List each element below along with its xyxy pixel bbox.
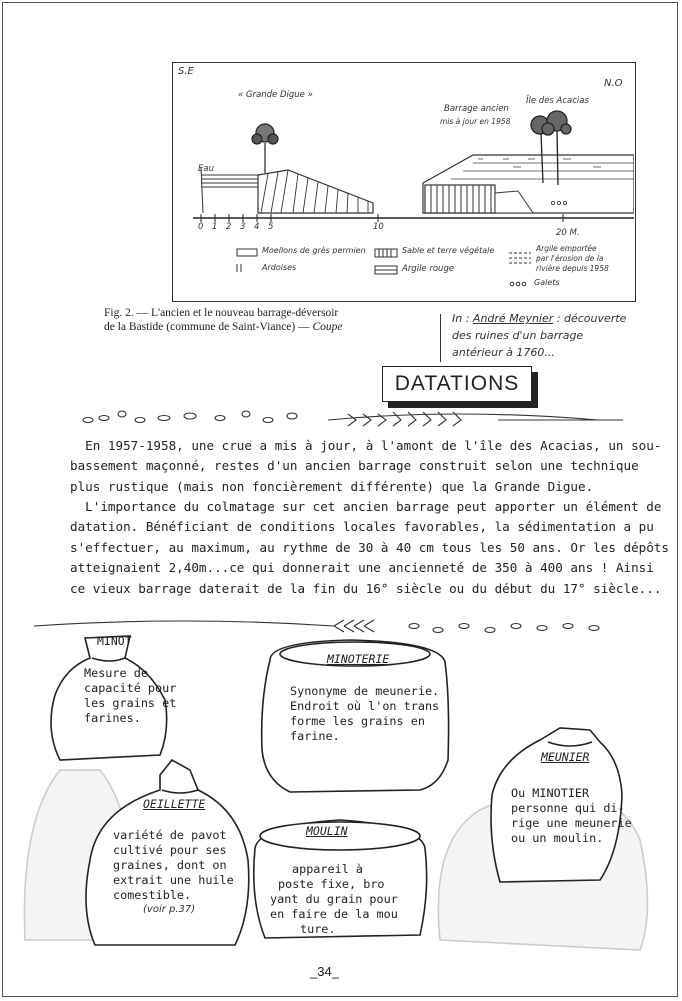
credit-rule	[440, 314, 441, 362]
bag-oeillette-text	[113, 828, 234, 903]
bag-moulin-text	[270, 862, 398, 937]
bag-line: Endroit où l'on trans	[290, 699, 440, 713]
bag-line: Mesure de	[84, 666, 148, 680]
section-title: DATATIONS	[382, 366, 532, 402]
bag-line: farines.	[84, 711, 141, 725]
paragraph-1	[70, 436, 661, 497]
bag-minot-text	[84, 666, 176, 726]
legend-moellons: Moellons de grès permien	[262, 246, 366, 255]
paragraph-2	[70, 497, 669, 599]
bag-line: yant du grain pour	[270, 892, 398, 906]
figure-caption-line1: Fig. 2. — L'ancien et le nouveau barrage-déversoir	[104, 307, 339, 319]
paragraph-line: datation. Bénéficiant de conditions locales favorables, la sédimentation a pu	[70, 519, 654, 535]
credit-line2: des ruines d'un barrage	[452, 329, 584, 342]
bag-meunier-title: MEUNIER	[541, 750, 590, 764]
label-eau: Eau	[198, 164, 214, 174]
label-no: N.O	[604, 78, 623, 89]
bag-oeillette-note: (voir p.37)	[143, 904, 196, 915]
credit-line3: antérieur à 1760...	[452, 346, 555, 359]
bag-line: appareil à	[292, 862, 364, 876]
bag-line: forme les grains en	[290, 714, 425, 728]
bag-line: Synonyme de meunerie.	[290, 684, 440, 698]
figure-caption-line2: de la Bastide (commune de Saint-Viance) — Coupe	[104, 321, 343, 333]
scale-tick: 3	[240, 222, 246, 232]
scale-tick: 4	[254, 222, 260, 232]
scale-tick: 0	[198, 222, 204, 232]
paragraph-line: L'importance du colmatage sur cet ancien barrage peut apporter un élément de	[70, 499, 662, 514]
legend-sable: Sable et terre végétale	[402, 246, 495, 255]
bag-line: ou un moulin.	[511, 831, 604, 845]
label-ile-acacias: Île des Acacias	[526, 96, 589, 106]
paragraph-line: En 1957-1958, une crue a mis à jour, à l'amont de l'île des Acacias, un sou-	[70, 438, 662, 453]
credit-line1: In : André Meynier : découverte	[452, 312, 627, 325]
legend-argile-emportee: Argile emportée	[536, 244, 597, 253]
legend-galets: Galets	[534, 278, 560, 287]
tree-digue	[252, 124, 278, 173]
bag-line: extrait une huile	[113, 873, 234, 887]
bag-line: farine.	[290, 729, 340, 743]
bag-meunier-text	[511, 786, 632, 846]
bag-line: les grains et	[84, 696, 177, 710]
scale-tick: 20 M.	[556, 228, 580, 238]
bag-line: poste fixe, bro	[278, 877, 385, 891]
scale-tick: 5	[268, 222, 274, 232]
bag-minot-title: MINOT	[97, 634, 132, 648]
bag-line: graines, dont on	[113, 858, 227, 872]
bag-line: personne qui di-	[511, 801, 625, 815]
bag-line: en faire de la mou	[270, 907, 398, 921]
paragraph-line: plus rustique (mais non foncièrement différente) que la Grande Digue.	[70, 478, 594, 494]
legend-argile-emportee: rivière depuis 1958	[536, 264, 609, 273]
paragraph-line: ce vieux barrage daterait de la fin du 16° siècle ou du début du 17° siècle...	[70, 580, 662, 596]
bag-moulin-title: MOULIN	[306, 824, 348, 838]
bag-line: variété de pavot	[113, 828, 227, 842]
paragraph-line: atteignaient 2,40m...ce qui donnerait une ancienneté de 350 à 400 ans ! Ainsi	[70, 560, 654, 576]
bag-oeillette-title: OEILLETTE	[143, 797, 206, 811]
bag-minoterie-text	[290, 684, 439, 744]
wheat-ornament-top	[78, 404, 638, 434]
bag-line: comestible.	[113, 888, 192, 902]
bag-line: capacité pour	[84, 681, 177, 695]
label-mis-a-jour: mis à jour en 1958	[440, 117, 511, 126]
grande-digue-shape	[258, 170, 373, 213]
bag-line: ture.	[300, 922, 336, 936]
bag-line: rige une meunerie	[511, 816, 632, 830]
scale-tick: 10	[373, 222, 384, 232]
bag-line: cultivé pour ses	[113, 843, 227, 857]
bag-minoterie-title: MINOTERIE	[327, 652, 390, 666]
scale-tick: 1	[212, 222, 218, 232]
paragraph-line: s'effectuer, au maximum, au rythme de 30 à 40 cm tous les 50 ans. Or les dépôts	[70, 539, 669, 555]
legend-argile-emportee: par l'érosion de la	[536, 254, 604, 263]
page-number: _34_	[310, 964, 339, 979]
label-se: S.E	[178, 66, 194, 77]
legend-ardoises: Ardoises	[262, 263, 297, 272]
label-grande-digue: « Grande Digue »	[238, 90, 313, 100]
bag-line: Ou MINOTIER	[511, 786, 590, 800]
legend-argile-rouge: Argile rouge	[402, 264, 455, 274]
scale-tick: 2	[226, 222, 232, 232]
label-barrage-ancien: Barrage ancien	[444, 104, 509, 114]
paragraph-line: bassement maçonné, restes d'un ancien barrage construit selon une technique	[70, 458, 639, 474]
